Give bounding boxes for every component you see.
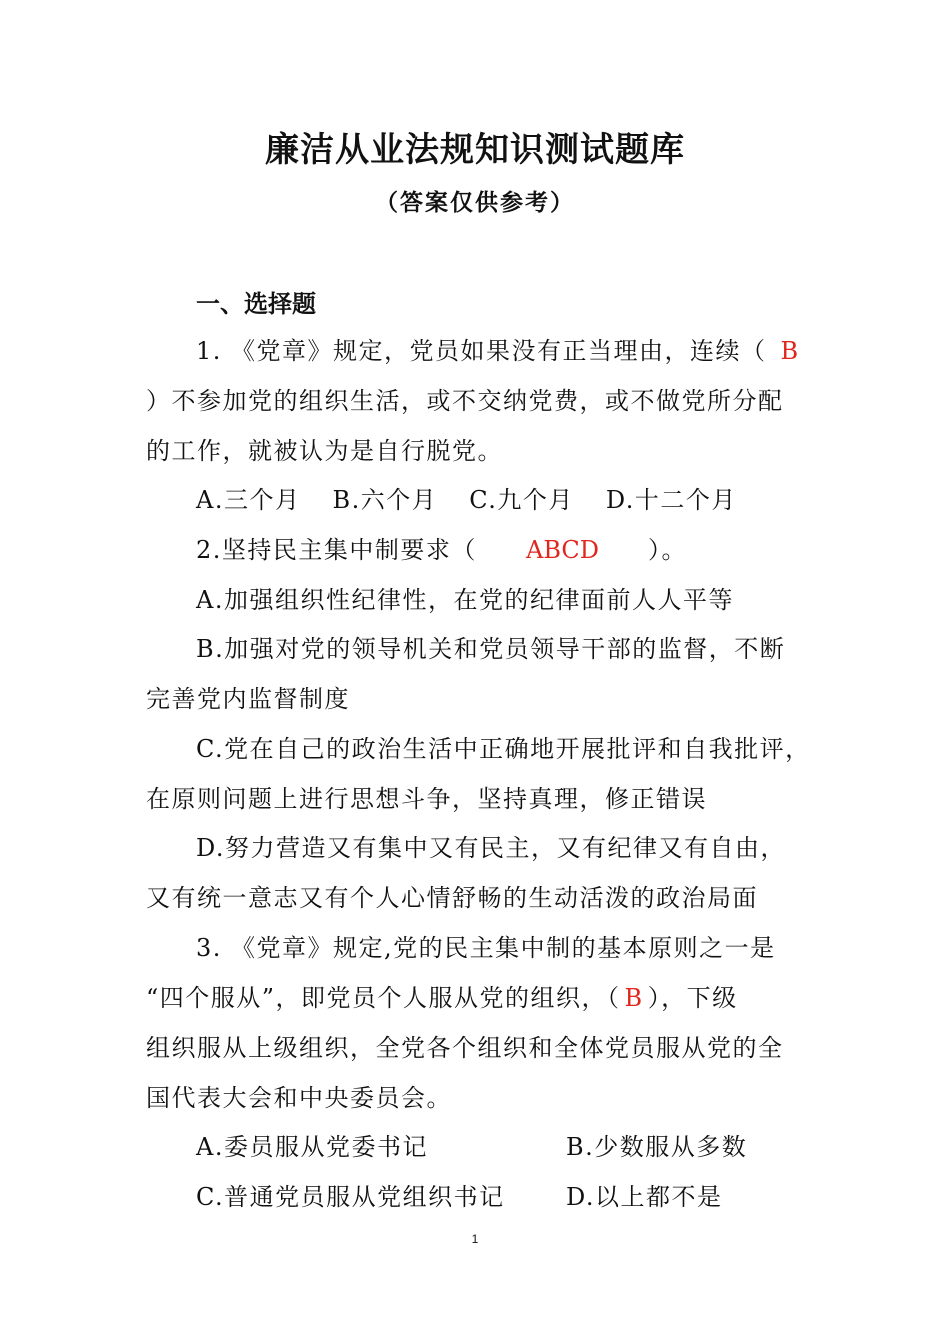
q3-option-a: A.委员服从党委书记 (196, 1133, 428, 1161)
q3-line-4: 国代表大会和中央委员会。 (146, 1084, 452, 1112)
q3-line-1: 3. 《党章》规定,党的民主集中制的基本原则之一是 (196, 934, 776, 962)
q1-line-1 (196, 336, 800, 366)
q3-line-2-start: “四个服从”，即党员个人服从党的组织，（ (146, 984, 621, 1012)
q1-option-b: B.六个月 (332, 486, 438, 514)
section-heading: 一、选择题 (196, 290, 316, 318)
q3-line-3: 组织服从上级组织，全党各个组织和全体党员服从党的全 (146, 1034, 784, 1062)
q1-line-2: ）不参加党的组织生活，或不交纳党费，或不做党所分配 (146, 387, 784, 415)
q1-option-a: A.三个月 (196, 486, 301, 514)
q2-option-b-line-2: 完善党内监督制度 (146, 685, 350, 713)
q1-answer: B (780, 337, 800, 365)
q1-stem: 1. 《党章》规定，党员如果没有正当理由，连续（ (196, 337, 767, 365)
q2-stem: 2.坚持民主集中制要求（ (196, 536, 477, 564)
q2-answer: ABCD (526, 536, 600, 564)
page-number: 1 (471, 1232, 479, 1246)
q2-option-b-line-1: B.加强对党的领导机关和党员领导干部的监督，不断 (196, 635, 786, 663)
q2-option-c-line-2: 在原则问题上进行思想斗争，坚持真理，修正错误 (146, 785, 707, 813)
q3-line-2-end: ），下级 (647, 984, 738, 1012)
q2-option-d-line-1: D.努力营造又有集中又有民主，又有纪律又有自由， (196, 834, 787, 862)
q2-line-stem (196, 535, 477, 565)
q1-options (196, 485, 737, 515)
q1-option-c: C.九个月 (469, 486, 574, 514)
q3-line-2 (146, 983, 738, 1013)
q2-option-a: A.加强组织性纪律性，在党的纪律面前人人平等 (196, 586, 734, 614)
q2-stem-end: ）。 (648, 536, 687, 564)
q1-line-3: 的工作，就被认为是自行脱党。 (146, 437, 503, 465)
q1-option-d: D.十二个月 (605, 486, 737, 514)
q3-option-d: D.以上都不是 (566, 1183, 723, 1211)
q3-option-b: B.少数服从多数 (566, 1133, 748, 1161)
q2-option-c-line-1: C.党在自己的政治生活中正确地开展批评和自我批评， (196, 735, 811, 763)
q3-answer: B (624, 984, 644, 1012)
q3-option-c: C.普通党员服从党组织书记 (196, 1183, 505, 1211)
page-subtitle: （答案仅供参考） (375, 190, 575, 216)
q2-option-d-line-2: 又有统一意志又有个人心情舒畅的生动活泼的政治局面 (146, 884, 758, 912)
page-title: 廉洁从业法规知识测试题库 (265, 130, 685, 170)
